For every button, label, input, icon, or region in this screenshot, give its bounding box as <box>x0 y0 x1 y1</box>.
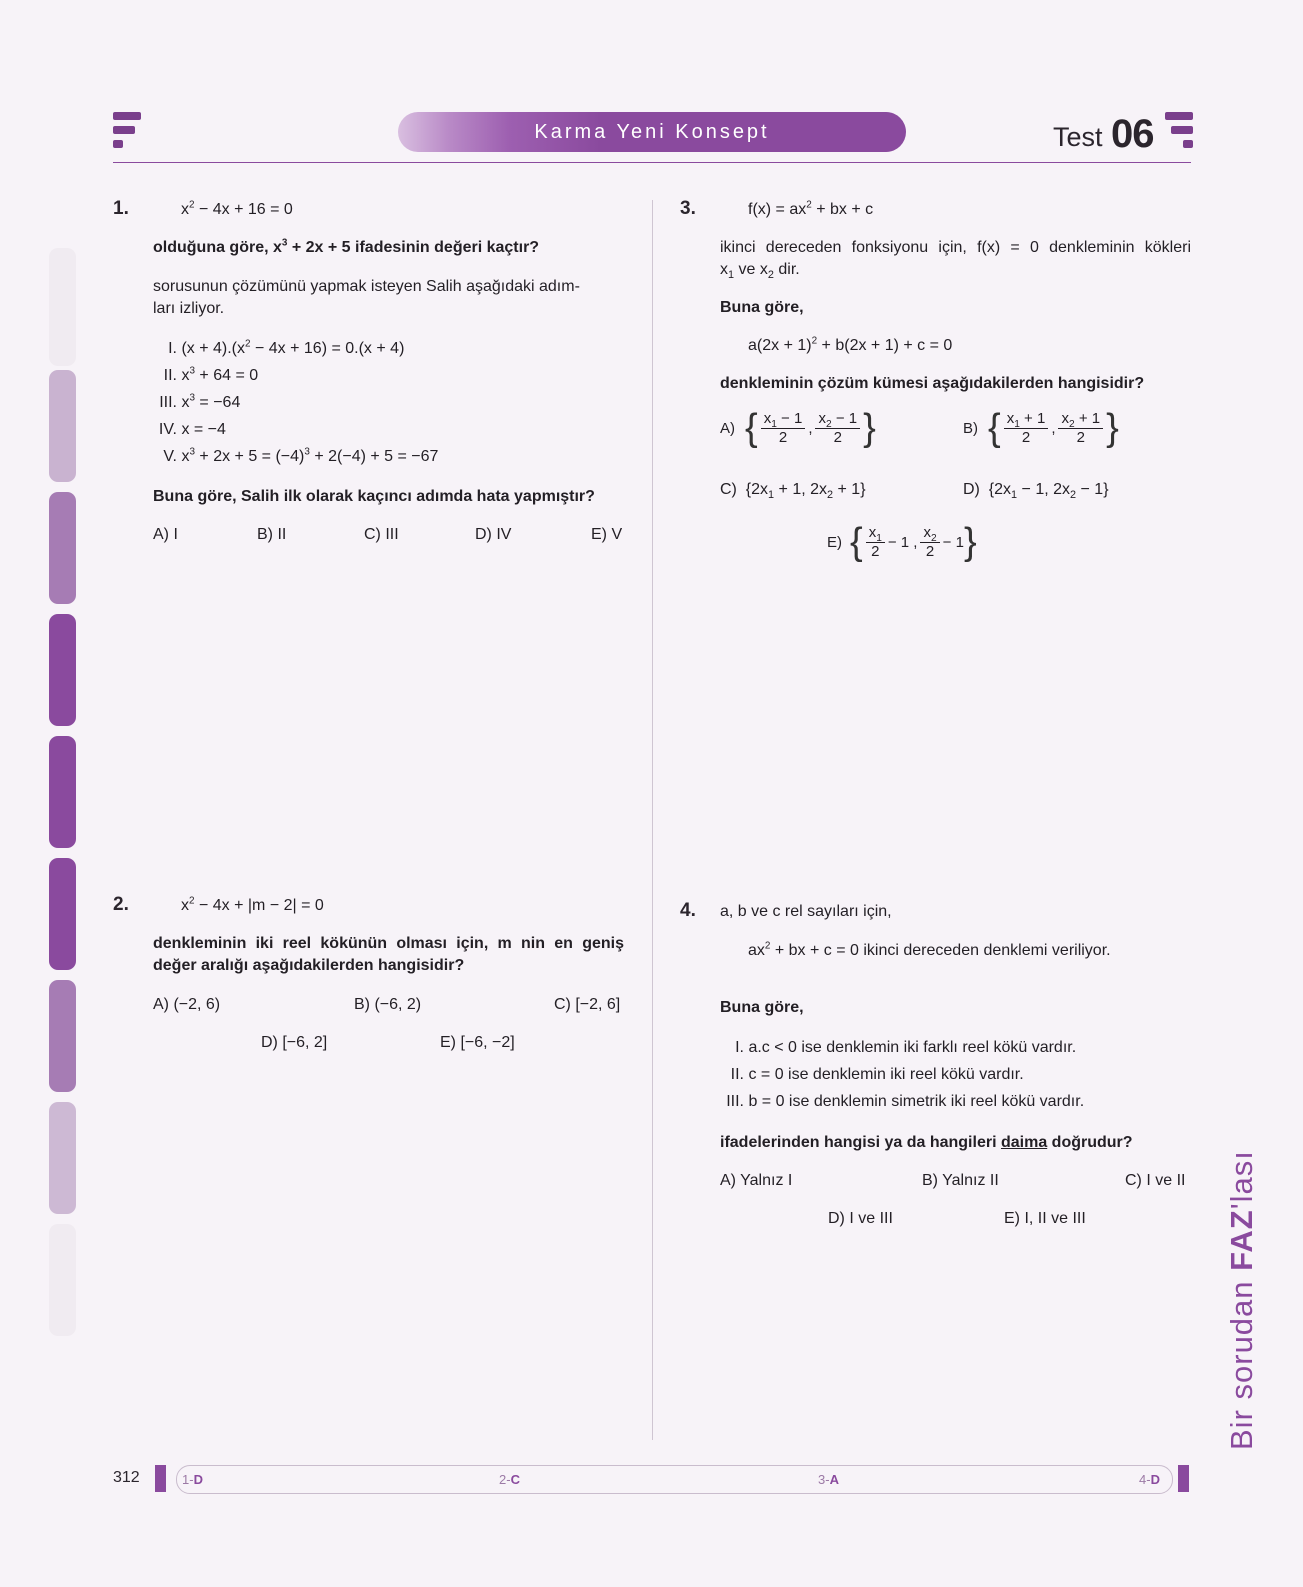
q4-statement: III. b = 0 ise denklemin simetrik iki reel kökü vardır. <box>726 1093 1085 1110</box>
answer-key-item: 3-A <box>818 1472 839 1487</box>
q3-question: denkleminin çözüm kümesi aşağıdakilerden hangisidir? <box>720 375 1145 392</box>
header-divider <box>113 162 1191 163</box>
answer-key <box>176 1465 1173 1494</box>
q2-option-b[interactable]: B) (−6, 2) <box>354 996 422 1013</box>
q2-equation: $x^2 - 4x + |m - 2| = 0$ <box>181 895 324 914</box>
answer-key-item: 4-D <box>1139 1472 1160 1487</box>
question-number: 3. <box>680 198 696 219</box>
q2-question-line: denkleminin iki reel kökünün olması için, m nin en geniş <box>153 935 624 952</box>
q2-option-c[interactable]: C) [−2, 6] <box>554 996 621 1013</box>
q4-statements <box>720 1034 1084 1115</box>
test-number: 06 <box>1111 112 1154 156</box>
q1-step: III. $x^3 = -64$ <box>159 392 241 411</box>
q3-option-d[interactable]: D) {$2x_1 - 1$, $2x_2 - 1$} <box>963 481 1109 502</box>
side-tab[interactable] <box>49 736 76 848</box>
q1-stem: olduğuna göre, $x^3 + 2x + 5$ ifadesinin değeri kaçtır? <box>153 237 540 256</box>
q3-equation2: $a(2x + 1)^2 + b(2x + 1) + c = 0$ <box>748 335 953 354</box>
footer-bar-left <box>155 1465 166 1492</box>
side-tab[interactable] <box>49 492 76 604</box>
q1-step: II. $x^3 + 64 = 0$ <box>163 365 259 384</box>
q2-question <box>153 933 624 977</box>
q1-step: V. $x^3 + 2x + 5 = (-4)^3 + 2(-4) + 5 = -67$ <box>163 446 439 465</box>
answer-key-item: 2-C <box>499 1472 520 1487</box>
q4-option-d[interactable]: D) I ve III <box>828 1210 893 1227</box>
side-tab[interactable] <box>49 370 76 482</box>
q3-option-b[interactable]: B) { $\frac{x_1 + 1}{2}$ , $\frac{x_2 + 1}{2}$ } <box>963 407 1119 449</box>
q4-statement: II. c = 0 ise denklemin iki reel kökü vardır. <box>730 1066 1024 1083</box>
q4-option-b[interactable]: B) Yalnız II <box>922 1172 999 1189</box>
question-number: 1. <box>113 198 129 219</box>
q1-step: I. $(x + 4).(x^2 - 4x + 16) = 0.(x + 4)$ <box>168 338 405 357</box>
q2-option-d[interactable]: D) [−6, 2] <box>261 1034 328 1051</box>
side-tab[interactable] <box>49 980 76 1092</box>
q1-intro: sorusunun çözümünü yapmak isteyen Salih aşağıdaki adım- ları izliyor. <box>153 278 580 317</box>
side-slogan: Bir sorudan FAZ'lası <box>1224 1150 1259 1450</box>
footer-bar-right <box>1178 1465 1189 1492</box>
side-tab[interactable] <box>49 614 76 726</box>
q4-option-c[interactable]: C) I ve II <box>1125 1172 1186 1189</box>
q3-option-a[interactable]: A) { $\frac{x_1 - 1}{2}$ , $\frac{x_2 - 1}{2}$ } <box>720 407 876 449</box>
q3-equation: $f(x) = ax^2$ + bx + c <box>748 199 874 218</box>
page-number: 312 <box>113 1469 140 1486</box>
q2-option-e[interactable]: E) [−6, −2] <box>440 1034 515 1051</box>
q4-equation: $ax^2$ + bx + c = 0 ikinci dereceden denklemi veriliyor. <box>748 940 1111 959</box>
header-logo-left <box>113 112 143 152</box>
q3-buna-gore: Buna göre, <box>720 299 804 316</box>
q1-step: IV. x = −4 <box>158 421 226 438</box>
q3-option-e[interactable]: E) { $\frac{x_1}{2}$ − 1 , $\frac{x_2}{2}$ − 1 } <box>827 521 977 563</box>
q1-option-c[interactable]: C) III <box>364 526 399 543</box>
q4-intro: a, b ve c rel sayıları için, <box>720 903 892 920</box>
q2-question-line: değer aralığı aşağıdakilerden hangisidir? <box>153 957 465 974</box>
q4-question: ifadelerinden hangisi ya da hangileri daima doğrudur? <box>720 1134 1133 1151</box>
q4-option-e[interactable]: E) I, II ve III <box>1004 1210 1086 1227</box>
answer-key-item: 1-D <box>182 1472 203 1487</box>
question-number: 4. <box>680 900 696 921</box>
q3-text: ikinci dereceden fonksiyonu için, f(x) = 0 denkleminin kökleri $x_1$ ve $x_2$ dir. <box>720 239 1191 282</box>
q2-option-a[interactable]: A) (−2, 6) <box>153 996 221 1013</box>
question-number: 2. <box>113 894 129 915</box>
side-tab[interactable] <box>49 1224 76 1336</box>
q1-option-b[interactable]: B) II <box>257 526 287 543</box>
side-tab[interactable] <box>49 1102 76 1214</box>
q1-option-e[interactable]: E) V <box>591 526 623 543</box>
q4-statement: I. a.c < 0 ise denklemin iki farklı reel kökü vardır. <box>735 1039 1077 1056</box>
q1-question: Buna göre, Salih ilk olarak kaçıncı adımda hata yapmıştır? <box>153 488 595 505</box>
q4-buna-gore: Buna göre, <box>720 999 804 1016</box>
side-tab[interactable] <box>49 248 76 366</box>
q1-option-d[interactable]: D) IV <box>475 526 512 543</box>
section-banner: Karma Yeni Konsept <box>398 112 906 152</box>
q1-option-a[interactable]: A) I <box>153 526 178 543</box>
q1-steps <box>153 335 438 470</box>
column-divider <box>652 200 653 1440</box>
side-tab[interactable] <box>49 858 76 970</box>
test-label: Test <box>1053 122 1103 152</box>
header-logo-right <box>1163 112 1193 152</box>
q3-option-c[interactable]: C) {$2x_1 + 1$, $2x_2 + 1$} <box>720 481 866 502</box>
q4-option-a[interactable]: A) Yalnız I <box>720 1172 793 1189</box>
q1-equation: $x^2 - 4x + 16 = 0$ <box>181 199 293 218</box>
